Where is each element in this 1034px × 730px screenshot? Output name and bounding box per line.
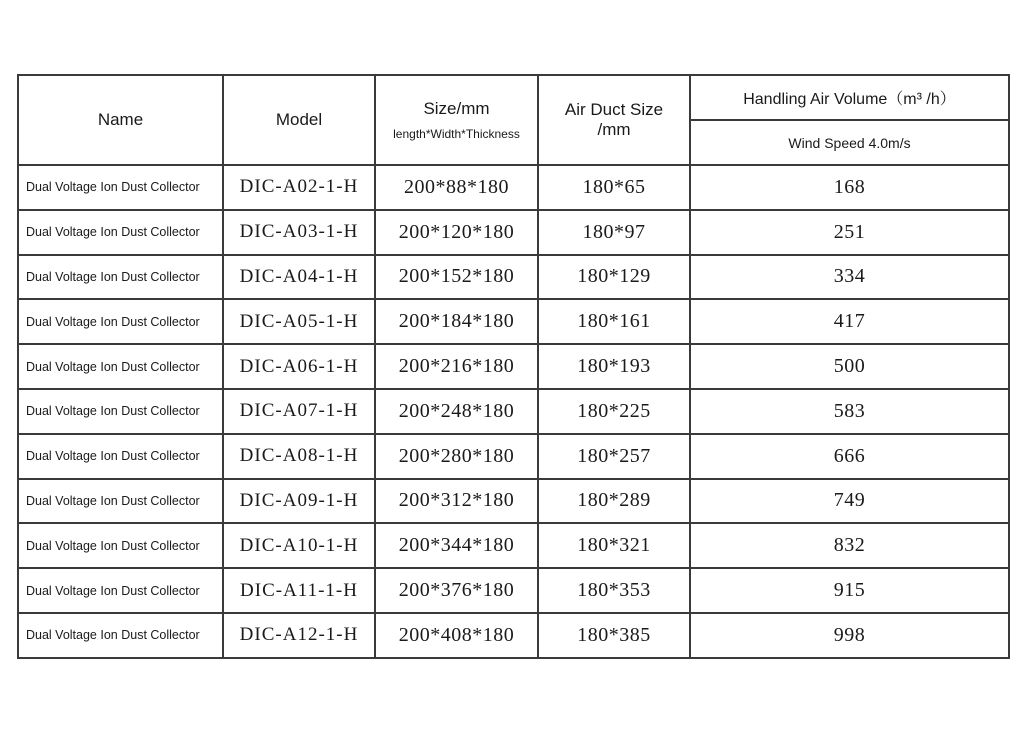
cell-duct: 180*97	[538, 210, 690, 255]
cell-size: 200*344*180	[375, 523, 538, 568]
cell-model: DIC-A07-1-H	[223, 389, 375, 434]
cell-duct: 180*289	[538, 479, 690, 524]
table-row	[18, 255, 1009, 300]
cell-volume: 666	[690, 434, 1009, 479]
cell-size: 200*248*180	[375, 389, 538, 434]
cell-volume: 583	[690, 389, 1009, 434]
cell-size: 200*280*180	[375, 434, 538, 479]
cell-duct: 180*257	[538, 434, 690, 479]
cell-duct: 180*225	[538, 389, 690, 434]
cell-volume: 168	[690, 165, 1009, 210]
cell-volume: 915	[690, 568, 1009, 613]
cell-name: Dual Voltage Ion Dust Collector	[18, 165, 223, 210]
header-size-subtitle: length*Width*Thickness	[393, 127, 520, 141]
cell-volume: 334	[690, 255, 1009, 300]
cell-size: 200*408*180	[375, 613, 538, 658]
cell-duct: 180*321	[538, 523, 690, 568]
header-wind-speed-label: Wind Speed 4.0m/s	[788, 134, 911, 151]
cell-name: Dual Voltage Ion Dust Collector	[18, 255, 223, 300]
header-wind-speed	[690, 120, 1009, 165]
table-row	[18, 344, 1009, 389]
cell-size: 200*216*180	[375, 344, 538, 389]
cell-model: DIC-A05-1-H	[223, 299, 375, 344]
header-duct-line2: /mm	[597, 120, 631, 139]
cell-name: Dual Voltage Ion Dust Collector	[18, 479, 223, 524]
cell-name: Dual Voltage Ion Dust Collector	[18, 344, 223, 389]
cell-name: Dual Voltage Ion Dust Collector	[18, 523, 223, 568]
cell-volume: 500	[690, 344, 1009, 389]
header-duct-line1: Air Duct Size	[564, 100, 664, 119]
cell-model: DIC-A02-1-H	[223, 165, 375, 210]
cell-name: Dual Voltage Ion Dust Collector	[18, 299, 223, 344]
cell-duct: 180*385	[538, 613, 690, 658]
header-duct	[538, 75, 690, 165]
cell-volume: 251	[690, 210, 1009, 255]
table-row	[18, 299, 1009, 344]
cell-duct: 180*65	[538, 165, 690, 210]
cell-duct: 180*193	[538, 344, 690, 389]
header-model	[223, 75, 375, 165]
cell-name: Dual Voltage Ion Dust Collector	[18, 434, 223, 479]
cell-name: Dual Voltage Ion Dust Collector	[18, 389, 223, 434]
cell-name: Dual Voltage Ion Dust Collector	[18, 613, 223, 658]
table-row	[18, 613, 1009, 658]
cell-model: DIC-A10-1-H	[223, 523, 375, 568]
cell-size: 200*184*180	[375, 299, 538, 344]
cell-volume: 998	[690, 613, 1009, 658]
cell-duct: 180*129	[538, 255, 690, 300]
cell-size: 200*120*180	[375, 210, 538, 255]
cell-size: 200*88*180	[375, 165, 538, 210]
cell-model: DIC-A04-1-H	[223, 255, 375, 300]
header-size-title: Size/mm	[423, 99, 490, 118]
header-name-label: Name	[97, 110, 144, 129]
table-row	[18, 523, 1009, 568]
cell-model: DIC-A06-1-H	[223, 344, 375, 389]
cell-duct: 180*353	[538, 568, 690, 613]
spec-table	[17, 74, 1010, 659]
header-air-volume-label: Handling Air Volume（m³ /h）	[743, 91, 956, 108]
cell-size: 200*152*180	[375, 255, 538, 300]
cell-model: DIC-A12-1-H	[223, 613, 375, 658]
header-air-volume	[690, 75, 1009, 120]
cell-duct: 180*161	[538, 299, 690, 344]
header-model-label: Model	[275, 110, 323, 129]
table-row	[18, 568, 1009, 613]
cell-volume: 749	[690, 479, 1009, 524]
table-row	[18, 165, 1009, 210]
table-row	[18, 210, 1009, 255]
cell-name: Dual Voltage Ion Dust Collector	[18, 210, 223, 255]
cell-model: DIC-A11-1-H	[223, 568, 375, 613]
table-row	[18, 434, 1009, 479]
header-name	[18, 75, 223, 165]
table-header	[18, 75, 1009, 165]
cell-size: 200*312*180	[375, 479, 538, 524]
cell-model: DIC-A08-1-H	[223, 434, 375, 479]
table-body	[18, 165, 1009, 658]
cell-name: Dual Voltage Ion Dust Collector	[18, 568, 223, 613]
cell-size: 200*376*180	[375, 568, 538, 613]
cell-volume: 417	[690, 299, 1009, 344]
cell-volume: 832	[690, 523, 1009, 568]
cell-model: DIC-A09-1-H	[223, 479, 375, 524]
cell-model: DIC-A03-1-H	[223, 210, 375, 255]
table-row	[18, 389, 1009, 434]
table-row	[18, 479, 1009, 524]
header-size	[375, 75, 538, 165]
